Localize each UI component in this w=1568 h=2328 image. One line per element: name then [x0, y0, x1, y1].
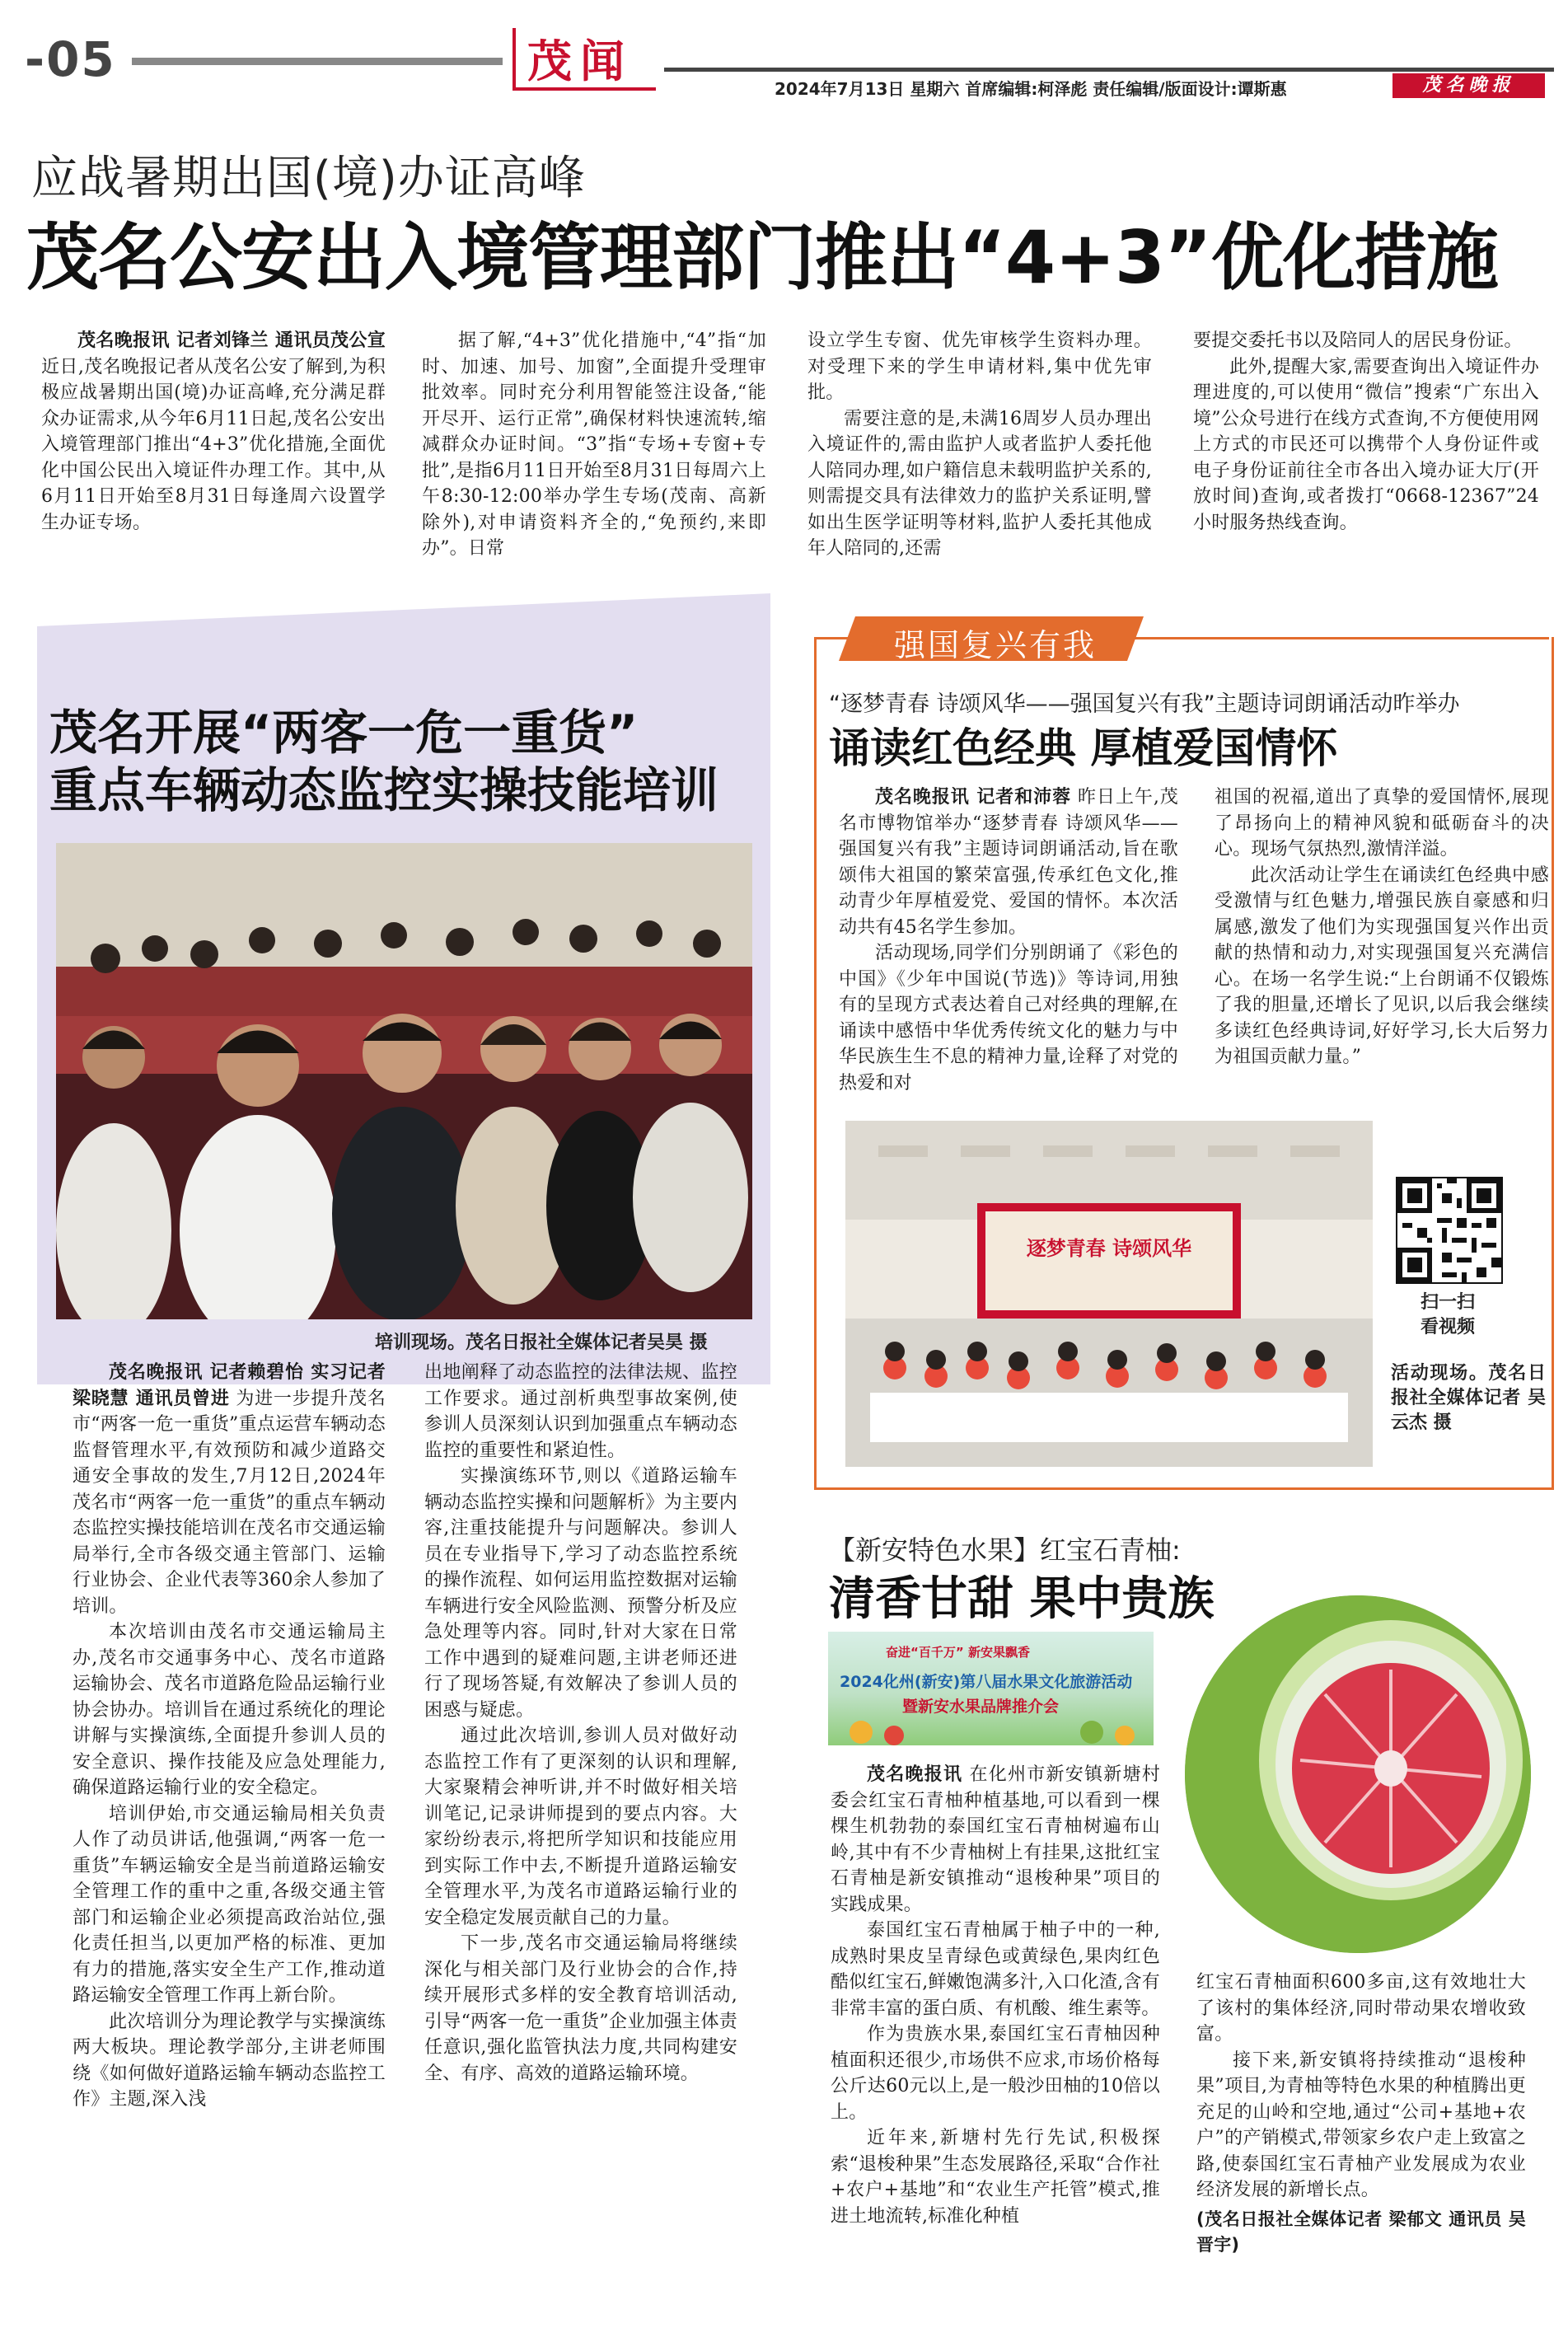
qr-caption [1396, 1290, 1500, 1340]
story1-kicker: 应战暑期出国(境)办证高峰 [31, 152, 586, 205]
recitation-photo-caption: 活动现场。茂名日报社全媒体记者 吴云杰 摄 [1391, 1363, 1546, 1433]
story3-headline: 诵读红色经典 厚植爱国情怀 [829, 724, 1338, 772]
story3-col1 [839, 785, 1178, 1096]
story3-col2-p1: 此次活动让学生在诵读红色经典中感受激情与红色魅力,增强民族自豪感和归属感,激发了他们为实现强国复兴作出贡献的热情和动力,对实现强国复兴充满信心。在场一名学生说:“上台朗诵不仅锻炼了我的胆量,还增长了见识,以后我会继续多读红色经典诗词,好好学习,长大后努力为祖国贡献力量。” [1215, 864, 1549, 1067]
fruit-event-banner [828, 1632, 1154, 1745]
qr-code [1396, 1177, 1503, 1284]
date-line: 2024年7月13日 星期六 首席编辑:柯泽彪 责任编辑/版面设计:谭斯惠 [775, 79, 1287, 99]
story4-col1-p3: 作为贵族水果,泰国红宝石青柚因种植面积还很少,市场供不应求,市场价格每公斤达60元以上,是一般沙田柚的10倍以上。 [831, 2024, 1160, 2123]
story2-col2-p1: 实操演练环节,则以《道路运输车辆动态监控实操和问题解析》为主要内容,注重技能提升与问题解决。参训人员在专业指导下,学习了动态监控系统的操作流程、如何运用监控数据对运输车辆进行安全风险监测、预警分析及应急处理等内容。同时,针对大家在日常工作中遇到的疑难问题,主讲老师还进行了现场答疑,有效解决了参训人员的困惑与疑虑。 [424, 1466, 737, 1721]
story2-col1-p3: 培训伊始,市交通运输局相关负责人作了动员讲话,他强调,“两客一危一重货”车辆运输安全是当前道路运输安全管理工作的重中之重,各级交通主管部门和运输企业必须提高政治站位,强化责任担当,以更加严格的标准、更加有力的措施,落实安全生产工作,推动道路运输安全管理工作再上新台阶。 [73, 1803, 386, 2006]
recitation-banner-text: 逐梦青春 诗颂风华 [1026, 1237, 1192, 1260]
page-number: -05 [25, 31, 116, 87]
masthead-logo [1392, 73, 1545, 98]
story4-kicker: 【新安特色水果】红宝石青柚: [829, 1534, 1181, 1566]
masthead-logo-text: 茂名晚报 [1422, 75, 1515, 96]
story1-col3b-text: 需要注意的是,未满16周岁人员办理出入境证件的,需由监护人或者监护人委托他人陪同办理,如户籍信息未载明监护关系的,则需提交具有法律效力的监护关系证明,譬如出生医学证明等材料,监护人委托其他成年人陪同的,还需 [807, 408, 1152, 559]
story4-col1-p4: 近年来,新塘村先行先试,积极探索“退梭种果”生态发展路径,采取“合作社+农户+基地”和“农业生产托管”模式,推进土地流转,标准化种植 [831, 2128, 1160, 2227]
story3-subhead: “逐梦青春 诗颂风华——强国复兴有我”主题诗词朗诵活动昨举办 [829, 691, 1460, 717]
story3-byline: 茂名晚报讯 记者和沛蓉 [875, 787, 1072, 808]
story4-col1-p1: 在化州市新安镇新塘村委会红宝石青柚种植基地,可以看到一棵棵生机勃勃的泰国红宝石青柚树遍布山岭,其中有不少青柚树上有挂果,这批红宝石青柚是新安镇推动“退梭种果”项目的实践成果。 [831, 1764, 1160, 1915]
story2-headline-line2: 重点车辆动态监控实操技能培训 [49, 762, 719, 818]
training-photo [56, 843, 752, 1319]
story4-col2-p0: 红宝石青柚面积600多亩,这有效地壮大了该村的集体经济,同时带动果农增收致富。 [1196, 1972, 1526, 2045]
story4-col2 [1196, 1970, 1526, 2258]
story1-col2-text: 据了解,“4+3”优化措施中,“4”指“加时、加速、加号、加窗”,全面提升受理审批效率。同时充分利用智能签注设备,“能开尽开、运行正常”,确保材料快速流转,缩减群众办证时间。“3”指“专场+专窗+专批”,是指6月11日开始至8月31日每周六上午8:30-12:00举办学生专场(茂南、高新除外),对申请资料齐全的,“免预约,来即办”。日常 [422, 330, 766, 559]
story3-col1-p1: 昨日上午,茂名市博物馆举办“逐梦青春 诗颂风华——强国复兴有我”主题诗词朗诵活动,旨在歌颂伟大祖国的繁荣富强,传承红色文化,推动青少年厚植爱党、爱国的情怀。本次活动共有45名学生参加。 [839, 787, 1178, 938]
story1-col4b-text: 此外,提醒大家,需要查询出入境证件办理进度的,可以使用“微信”搜索“广东出入境”公众号进行在线方式查询,不方便使用网上方式的市民还可以携带个人身份证件或电子身份证前往全市各出入境办证大厅(开放时间)查询,或者拨打“0668-12367”24小时服务热线查询。 [1193, 356, 1539, 533]
story2-col1-p1: 为进一步提升茂名市“两客一危一重货”重点运营车辆动态监督管理水平,有效预防和减少道路交通安全事故的发生,7月12日,2024年茂名市“两客一危一重货”的重点车辆动态监控实操技能培训在茂名市交通运输局举行,全市各级交通主管部门、运输行业协会、企业代表等360余人参加了培训。 [73, 1388, 386, 1617]
story3-col2 [1215, 785, 1549, 1070]
header-rule-left [132, 58, 503, 65]
story3-banner: 强国复兴有我 [894, 627, 1098, 663]
story1-col3a-text: 设立学生专窗、优先审核学生资料办理。对受理下来的学生申请材料,集中优先审批。 [807, 330, 1152, 403]
story1-col1 [41, 328, 386, 536]
qr-caption-line2: 看视频 [1420, 1317, 1475, 1337]
story2-col2-p0: 出地阐释了动态监控的法律法规、监控工作要求。通过剖析典型事故案例,使参训人员深刻认识到加强重点车辆动态监控的重要性和紧迫性。 [424, 1362, 737, 1461]
story4-col1 [831, 1762, 1160, 2229]
qr-caption-line1: 扫一扫 [1420, 1292, 1475, 1313]
story2-col2 [424, 1360, 737, 2087]
training-photo-caption: 培训现场。茂名日报社全媒体记者吴昊 摄 [375, 1333, 708, 1353]
fruit-event-banner-line3: 暨新安水果品牌推介会 [902, 1698, 1060, 1716]
story1-headline: 茂名公安出入境管理部门推出“4+3”优化措施 [26, 215, 1498, 300]
story3-col1-p2: 活动现场,同学们分别朗诵了《彩色的中国》《少年中国说(节选)》等诗词,用独有的呈现方式表达着自己对经典的理解,在诵读中感悟中华优秀传统文化的魅力与中华民族生生不息的精神力量,诠释了对党的热爱和对 [839, 943, 1178, 1094]
story2-headline-line1: 茂名开展“两客一危一重货” [49, 705, 639, 761]
pomelo-photo [1185, 1595, 1531, 1953]
story1-col2 [422, 328, 766, 562]
story2-col1-p4: 此次培训分为理论教学与实操演练两大板块。理论教学部分,主讲老师围绕《如何做好道路运输车辆动态监控工作》主题,深入浅 [73, 2011, 386, 2110]
header-rule-right [664, 68, 1554, 72]
section-label-text: 茂闻 [527, 35, 633, 87]
story4-credit: (茂名日报社全媒体记者 梁郁文 通讯员 吴晋宇) [1196, 2209, 1526, 2255]
story1-byline: 茂名晚报讯 记者刘锋兰 通讯员茂公宣 [77, 330, 386, 351]
story1-col3 [807, 328, 1152, 562]
story2-col1 [73, 1360, 386, 2113]
story2-col1-p2: 本次培训由茂名市交通运输局主办,茂名市交通事务中心、茂名市道路运输协会、茂名市道路危险品运输行业协会协办。培训旨在通过系统化的理论讲解与实操演练,全面提升参训人员的安全意识、操作技能及应急处理能力,确保道路运输行业的安全稳定。 [73, 1622, 386, 1798]
story1-col4a-text: 要提交委托书以及陪同人的居民身份证。 [1193, 330, 1523, 351]
story3-col2-p0: 祖国的祝福,道出了真挚的爱国情怀,展现了昂扬向上的精神风貌和砥砺奋斗的决心。现场气氛热烈,激情洋溢。 [1215, 787, 1549, 860]
fruit-event-banner-line2: 2024化州(新安)第八届水果文化旅游活动 [840, 1673, 1133, 1691]
story4-byline: 茂名晚报讯 [867, 1764, 963, 1785]
story2-col2-p2: 通过此次培训,参训人员对做好动态监控工作有了更深刻的认识和理解,大家聚精会神听讲,并不时做好相关培训笔记,记录讲师提到的要点内容。大家纷纷表示,将把所学知识和技能应用到实际工作中去,不断提升道路运输安全管理水平,为茂名市道路运输行业的安全稳定发展贡献自己的力量。 [424, 1726, 737, 1928]
story4-col1-p2: 泰国红宝石青柚属于柚子中的一种,成熟时果皮呈青绿色或黄绿色,果肉红色酷似红宝石,鲜嫩饱满多汁,入口化渣,含有非常丰富的蛋白质、有机酸、维生素等。 [831, 1920, 1160, 2019]
section-label [513, 28, 656, 91]
recitation-photo [845, 1121, 1373, 1467]
story4-col2-p1: 接下来,新安镇将持续推动“退梭种果”项目,为青柚等特色水果的种植腾出更充足的山岭和空地,通过“公司+基地+农户”的产销模式,带领家乡农户走上致富之路,使泰国红宝石青柚产业发展成为农业经济发展的新增长点。 [1196, 2049, 1526, 2200]
story1-col1-text: 近日,茂名晚报记者从茂名公安了解到,为积极应战暑期出国(境)办证高峰,充分满足群众办证需求,从今年6月11日起,茂名公安出入境管理部门推出“4+3”优化措施,全面优化中国公民出入境证件办理工作。其中,从6月11日开始至8月31日每逢周六设置学生办证专场。 [41, 356, 386, 533]
story1-col4 [1193, 328, 1539, 536]
story2-col2-p3: 下一步,茂名市交通运输局将继续深化与相关部门及行业协会的合作,持续开展形式多样的安全教育培训活动,引导“两客一危一重货”企业加强主体责任意识,强化监管执法力度,共同构建安全、有序、高效的道路运输环境。 [424, 1933, 737, 2084]
story2-byline: 茂名晚报讯 记者赖碧怡 实习记者梁晓慧 通讯员曾进 [73, 1362, 386, 1409]
fruit-event-banner-line1: 奋进“百千万” 新安果飘香 [886, 1645, 1030, 1660]
story4-headline: 清香甘甜 果中贵族 [829, 1572, 1215, 1626]
